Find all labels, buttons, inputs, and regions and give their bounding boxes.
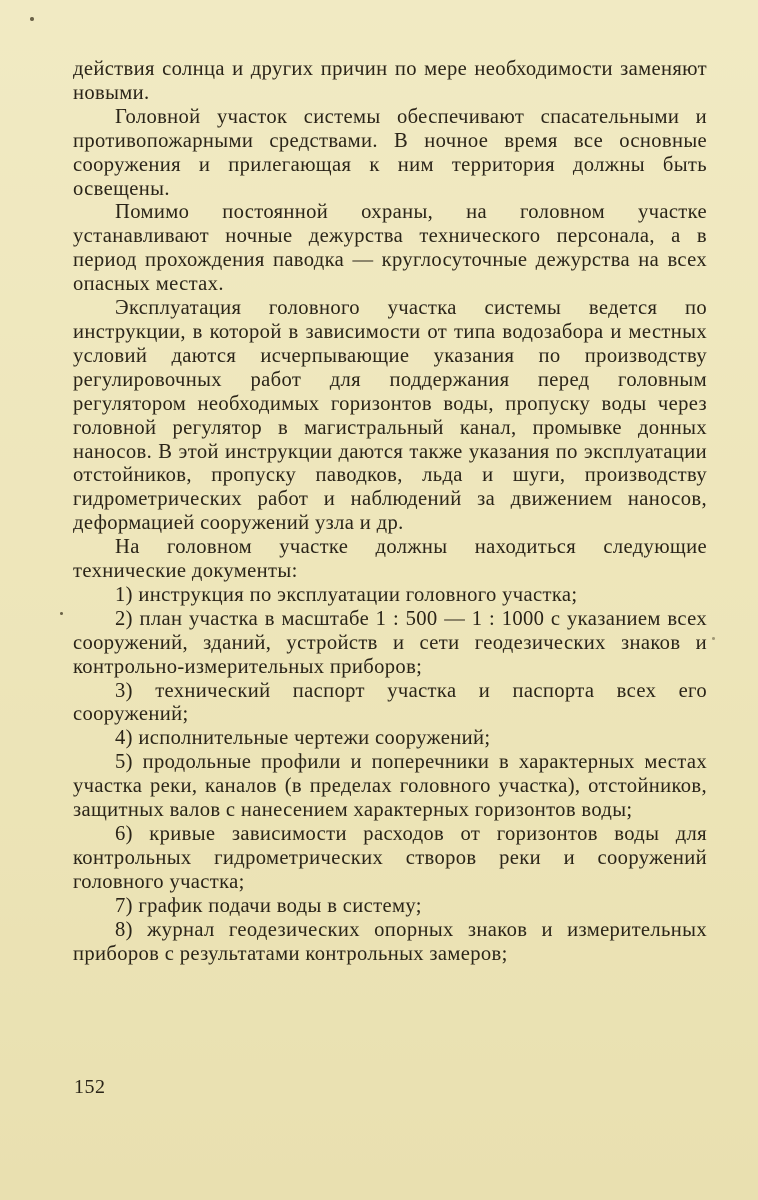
paragraph-safety: Головной участок системы обеспечивают спасательными и противопожарными средствами. В ночное время все основные сооружения и прилегающая к ним территория должны быть освещены. [73, 105, 707, 200]
paragraph-documents-intro: На головном участке должны находиться следующие технические документы: [73, 536, 707, 583]
print-speck [712, 637, 715, 640]
paragraph-guard-duty: Помимо постоянной охраны, на головном участке устанавливают ночные дежурства технического персонала, а в период прохождения паводка — круглосуточные дежурства на всех опасных местах. [73, 201, 707, 296]
list-item: 8) журнал геодезических опорных знаков и измерительных приборов с результатами контрольных замеров; [73, 918, 707, 965]
list-item: 4) исполнительные чертежи сооружений; [115, 727, 491, 750]
print-speck [30, 17, 34, 21]
page-number: 152 [74, 1076, 106, 1098]
list-item: 3) технический паспорт участка и паспорта всех его сооружений; [73, 679, 707, 726]
list-item: 5) продольные профили и поперечники в характерных местах участка реки, каналов (в пределах головного участка), отстойников, защитных валов с нанесением характерных горизонтов воды; [73, 751, 707, 822]
body-text [73, 58, 707, 966]
print-speck [60, 612, 63, 615]
list-item: 1) инструкция по эксплуатации головного участка; [115, 583, 578, 606]
list-item: 6) кривые зависимости расходов от горизонтов воды для контрольных гидрометрических створов реки и сооружений головного участка; [73, 823, 707, 893]
paragraph-operation-instructions: Эксплуатация головного участка системы ведется по инструкции, в которой в зависимости от типа водозабора и местных условий даются исчерпывающие указания по производству регулировочных работ для поддержания перед головным регулятором необходимых горизонтов воды, пропуску воды через головной регулятор в магистральный канал, промывке донных наносов. В этой инструкции даются также указания по эксплуатации отстойников, пропуску паводков, льда и шуги, производству гидрометрических работ и наблюдений за движением наносов, деформацией сооружений узла и др. [73, 297, 707, 535]
paragraph-continued: действия солнца и других причин по мере необходимости заменяют новыми. [73, 58, 707, 104]
list-item: 2) план участка в масштабе 1 : 500 — 1 : 1000 с указанием всех сооружений, зданий, устройств и сети геодезических знаков и контрольно-измерительных приборов; [73, 607, 707, 678]
list-item: 7) график подачи воды в систему; [115, 894, 422, 917]
